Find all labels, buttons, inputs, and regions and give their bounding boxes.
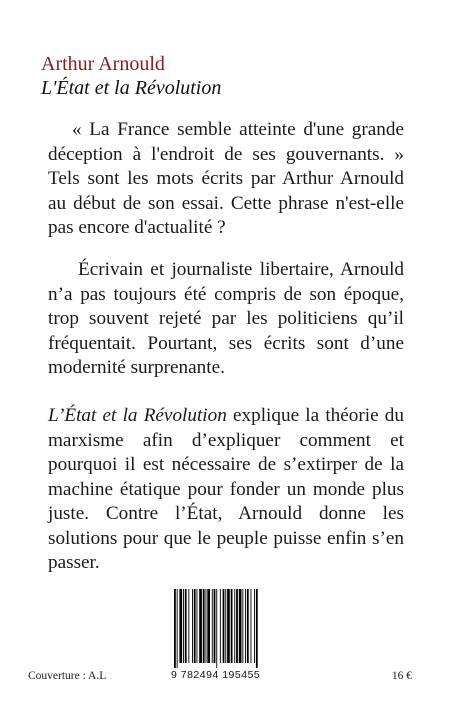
barcode-bar (234, 589, 235, 663)
barcode-bar (247, 589, 249, 663)
barcode-bar (214, 589, 216, 663)
barcode-bar (179, 589, 182, 663)
barcode-bar (192, 589, 193, 663)
barcode-bar (225, 589, 226, 663)
summary-book-title: L’État et la Révolution (48, 405, 227, 426)
paragraph-quote: « La France semble atteinte d'une grande déception à l'endroit de ses gouvernants. » Tels sont les mots écrits par Arthur Arnould au début de son essai. Cette phrase n'est-elle pas encore d'actualité ? (48, 119, 404, 238)
barcode-graphic (171, 587, 280, 668)
barcode-bar (245, 589, 246, 663)
barcode-bar (231, 589, 233, 663)
cover-credit: Couverture : A.L (28, 670, 107, 682)
barcode-bar (223, 589, 225, 663)
barcode-bar (256, 589, 258, 668)
barcode-bar (207, 589, 210, 663)
barcode-bar (254, 589, 255, 663)
barcode-bar (185, 589, 187, 663)
barcode-bar (177, 589, 178, 668)
barcode-bar (242, 589, 243, 663)
barcode-bar (251, 589, 252, 663)
paragraph-author-bio: Écrivain et journaliste libertaire, Arnould n’a pas toujours été compris de son époque, trop souvent rejeté par les politiciens qu’il fréquentait. Pourtant, ses écrits sont d’une modernité surprenante. (48, 259, 404, 378)
author-name: Arthur Arnould (41, 53, 165, 75)
barcode-bar (197, 589, 198, 663)
barcode-bar (188, 589, 189, 663)
barcode-bar (239, 589, 242, 663)
barcode-bar (216, 589, 217, 668)
barcode-bar (212, 589, 213, 663)
barcode-bar (227, 589, 230, 663)
isbn-digits: 9 782494 195455 (171, 669, 261, 681)
barcode-bar (183, 589, 184, 663)
barcode-bar (194, 589, 196, 663)
barcode-bar (236, 589, 238, 663)
book-title: L'État et la Révolution (41, 77, 222, 99)
paragraph-summary (48, 404, 404, 576)
barcode-bar (220, 589, 221, 663)
barcode-bar (199, 589, 202, 663)
barcode-bar (174, 589, 176, 668)
barcode-bar (203, 589, 205, 663)
barcode-bar (206, 589, 207, 663)
summary-text: explique la théorie du marxisme afin d’expliquer comment et pourquoi il est nécessaire de s’extirper de la machine étatique pour fonder un monde plus juste. Contre l’État, Arnould donne les solutions pour que le peuple puisse enfin s’en passer. (48, 405, 404, 573)
price-label: 16 € (391, 670, 412, 682)
